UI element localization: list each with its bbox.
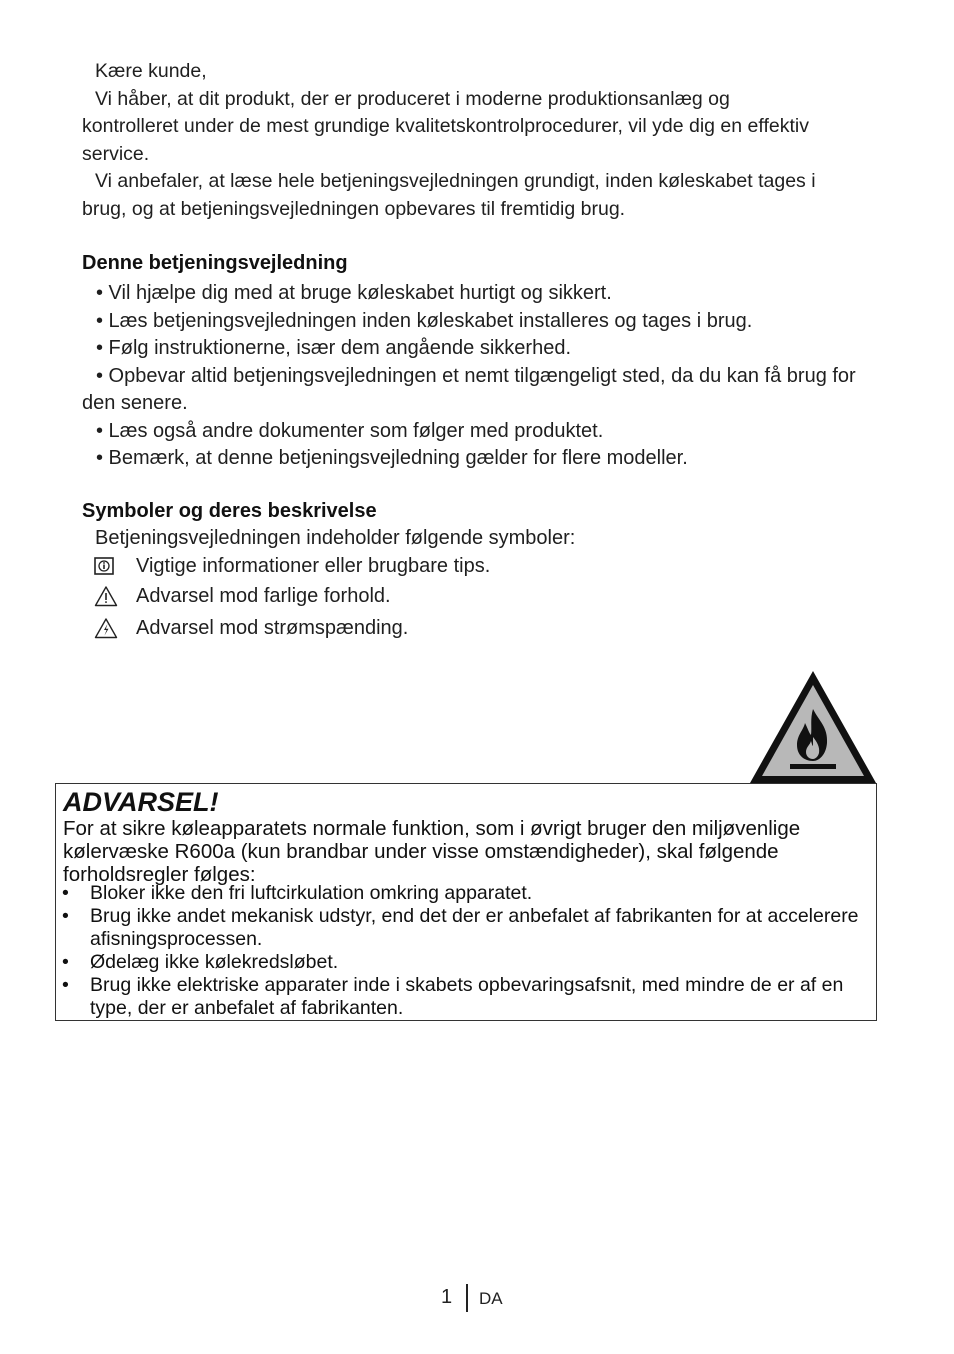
info-icon bbox=[82, 552, 122, 580]
manual-heading: Denne betjeningsvejledning bbox=[82, 252, 348, 274]
bullet-dot: • bbox=[62, 974, 69, 996]
warning-title: ADVARSEL! bbox=[63, 787, 219, 817]
footer-divider bbox=[466, 1284, 468, 1312]
symbol-row-warning bbox=[82, 582, 391, 610]
bullet-dot: • bbox=[62, 882, 69, 904]
warning-item-text: Brug ikke elektriske apparater inde i skabets opbevaringsafsnit, med mindre de er af en type, der er anbefalet af fabrikanten. bbox=[90, 974, 844, 1019]
list-item bbox=[56, 951, 876, 974]
symbol-description: Advarsel mod strømspænding. bbox=[136, 616, 409, 639]
language-code: DA bbox=[479, 1289, 503, 1308]
greeting: Kære kunde, bbox=[95, 60, 207, 82]
manual-bullet-list bbox=[82, 280, 872, 473]
list-item bbox=[56, 882, 876, 905]
warning-item-text: Brug ikke andet mekanisk udstyr, end det der er anbefalet af fabrikanten for at accelerere afisningsprocessen. bbox=[90, 905, 859, 950]
symbol-row-info bbox=[82, 552, 490, 580]
warning-list bbox=[56, 882, 876, 1020]
list-item: • Læs også andre dokumenter som følger med produktet. bbox=[96, 419, 604, 442]
list-item: • Bemærk, at denne betjeningsvejledning gælder for flere modeller. bbox=[96, 447, 688, 469]
list-item: • Følg instruktionerne, især dem angående sikkerhed. bbox=[96, 337, 572, 359]
intro-text bbox=[82, 58, 822, 223]
electric-warning-icon bbox=[82, 614, 122, 642]
bullet-dot: • bbox=[62, 905, 69, 927]
symbol-description: Vigtige informationer eller brugbare tips. bbox=[136, 554, 491, 577]
list-item bbox=[56, 905, 876, 951]
symbol-description: Advarsel mod farlige forhold. bbox=[136, 584, 391, 607]
list-item: • Vil hjælpe dig med at bruge køleskabet hurtigt og sikkert. bbox=[96, 282, 612, 304]
warning-item-text: Bloker ikke den fri luftcirkulation omkring apparatet. bbox=[90, 882, 533, 904]
flammable-warning-icon bbox=[748, 669, 878, 785]
symbols-intro: Betjeningsvejledningen indeholder følgende symboler: bbox=[95, 527, 576, 549]
warning-box bbox=[55, 783, 877, 1021]
list-item: • Læs betjeningsvejledningen inden køleskabet installeres og tages i brug. bbox=[96, 309, 753, 332]
list-item bbox=[56, 974, 876, 1020]
list-item: • Opbevar altid betjeningsvejledningen et nemt tilgængeligt sted, da du kan få brug for den senere. bbox=[82, 364, 856, 414]
warning-intro: For at sikre køleapparatets normale funktion, som i øvrigt bruger den miljøvenlige kølervæske R600a (kun brandbar under visse omstændigheder), skal følgende forholdsregler følges: bbox=[63, 817, 801, 886]
symbol-row-electric bbox=[82, 614, 408, 642]
intro-paragraph-2: Vi anbefaler, at læse hele betjeningsvejledningen grundigt, inden køleskabet tages i brug, og at betjeningsvejledningen opbevares til fremtidig brug. bbox=[82, 170, 816, 220]
warning-item-text: Ødelæg ikke kølekredsløbet. bbox=[90, 951, 339, 973]
warning-triangle-icon bbox=[82, 582, 122, 610]
bullet-dot: • bbox=[62, 951, 69, 973]
symbols-heading: Symboler og deres beskrivelse bbox=[82, 500, 377, 522]
page-footer bbox=[0, 1284, 954, 1314]
intro-paragraph-1: Vi håber, at dit produkt, der er produceret i moderne produktionsanlæg og kontrolleret under de mest grundige kvalitetskontrolprocedurer, vil yde dig en effektiv service. bbox=[82, 87, 809, 165]
page-number: 1 bbox=[441, 1286, 453, 1308]
